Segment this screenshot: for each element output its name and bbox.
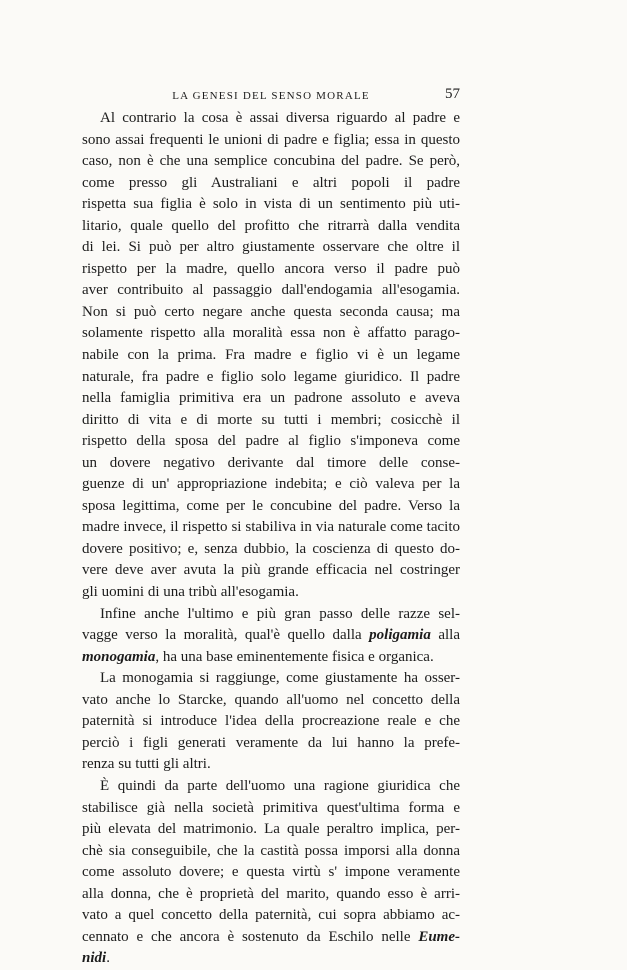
- text-line: dovere positivo; e, senza dubbio, la coscienza di questo do-: [82, 540, 460, 557]
- text-line: nella famiglia primitiva era un padrone assoluto e aveva: [82, 390, 460, 407]
- text-line: aver contribuito al passaggio dall'endogamia all'esogamia.: [82, 282, 460, 299]
- body-text: [82, 108, 460, 970]
- text-line: madre invece, il rispetto si stabiliva in via naturale come tacito: [82, 519, 460, 536]
- text-line: stabilisce già nella società primitiva quest'ultima forma e: [82, 799, 460, 816]
- text-segment: cennato e che ancora è sostenuto da Eschilo nelle: [82, 928, 419, 945]
- text-line: rispetta sua figlia è solo in vista di un sentimento più uti-: [82, 196, 460, 213]
- italic-term: poligamia: [369, 627, 431, 644]
- text-line: [82, 625, 460, 647]
- text-line: solamente rispetto alla moralità essa non è affatto parago-: [82, 325, 460, 342]
- text-line: vere deve aver avuta la più grande efficacia nel costringer: [82, 562, 460, 579]
- text-line: rispetto per la madre, quello ancora verso il padre può: [82, 260, 460, 277]
- text-line: [82, 647, 460, 669]
- text-line: caso, non è che una semplice concubina del padre. Se però,: [82, 153, 460, 170]
- text-line: come presso gli Australiani e altri popoli il padre: [82, 174, 460, 191]
- text-line: nabile con la prima. Fra madre e figlio vi è un legame: [82, 347, 460, 364]
- text-line: perciò i figli generati veramente da lui hanno la prefe-: [82, 734, 460, 751]
- text-line: renza su tutti gli altri.: [82, 756, 211, 773]
- text-line: rispetto della sposa del padre al figlio s'imponeva come: [82, 433, 460, 450]
- text-line: Al contrario la cosa è assai diversa riguardo al padre e: [100, 110, 460, 126]
- text-line: gli uomini di una tribù all'esogamia.: [82, 584, 299, 601]
- text-line: più elevata del matrimonio. La quale peraltro implica, per-: [82, 821, 460, 838]
- text-line: Infine anche l'ultimo e più gran passo delle razze sel-: [100, 605, 460, 622]
- text-line: un dovere negativo derivante dal timore delle conse-: [82, 454, 460, 471]
- text-line: di lei. Si può per altro giustamente osservare che oltre il: [82, 239, 460, 256]
- text-segment: alla: [430, 627, 460, 644]
- text-segment: .: [106, 950, 110, 967]
- text-line: sono assai frequenti le unioni di padre e figlia; essa in questo: [82, 131, 460, 148]
- text-segment: vagge verso la moralità, qual'è quello dalla: [82, 627, 370, 644]
- text-line: litario, quale quello del profitto che ritrarrà dalla vendita: [82, 217, 460, 234]
- text-line: La monogamia si raggiunge, come giustamente ha osser-: [100, 670, 460, 687]
- text-line: È quindi da parte dell'uomo una ragione giuridica che: [100, 777, 460, 794]
- text-line: [82, 927, 460, 949]
- text-line: alla donna, che è proprietà del marito, quando esso è arri-: [82, 885, 460, 902]
- text-line: come assoluto dovere; e questa virtù s' impone veramente: [82, 864, 460, 881]
- text-line: sposa legittima, come per le concubine del padre. Verso la: [82, 497, 460, 514]
- text-line: vato anche lo Starcke, quando all'uomo nel concetto della: [82, 691, 460, 708]
- text-line: paternità si introduce l'idea della procreazione reale e che: [82, 713, 460, 730]
- page-number: 57: [445, 86, 460, 102]
- text-line: naturale, fra padre e figlio solo legame giuridico. Il padre: [82, 368, 460, 385]
- italic-term: Eume-: [418, 928, 460, 945]
- text-line: Non si può certo negare anche questa seconda causa; ma: [82, 303, 460, 320]
- text-line: chè sia conseguibile, che la castità possa imporsi alla donna: [82, 842, 460, 859]
- text-line: [82, 948, 460, 970]
- page-header: [82, 86, 460, 106]
- text-line: diritto di vita e di morte su tutti i membri; cosicchè il: [82, 411, 460, 428]
- italic-term: monogamia: [82, 648, 156, 665]
- italic-term: nidi: [82, 950, 107, 967]
- text-segment: , ha una base eminentemente fisica e organica.: [155, 648, 434, 665]
- running-head: LA GENESI DEL SENSO MORALE: [172, 90, 370, 102]
- text-line: vato a quel concetto della paternità, cui sopra abbiamo ac-: [82, 907, 460, 924]
- text-line: guenze di un' appropriazione indebita; e ciò valeva per la: [82, 476, 460, 493]
